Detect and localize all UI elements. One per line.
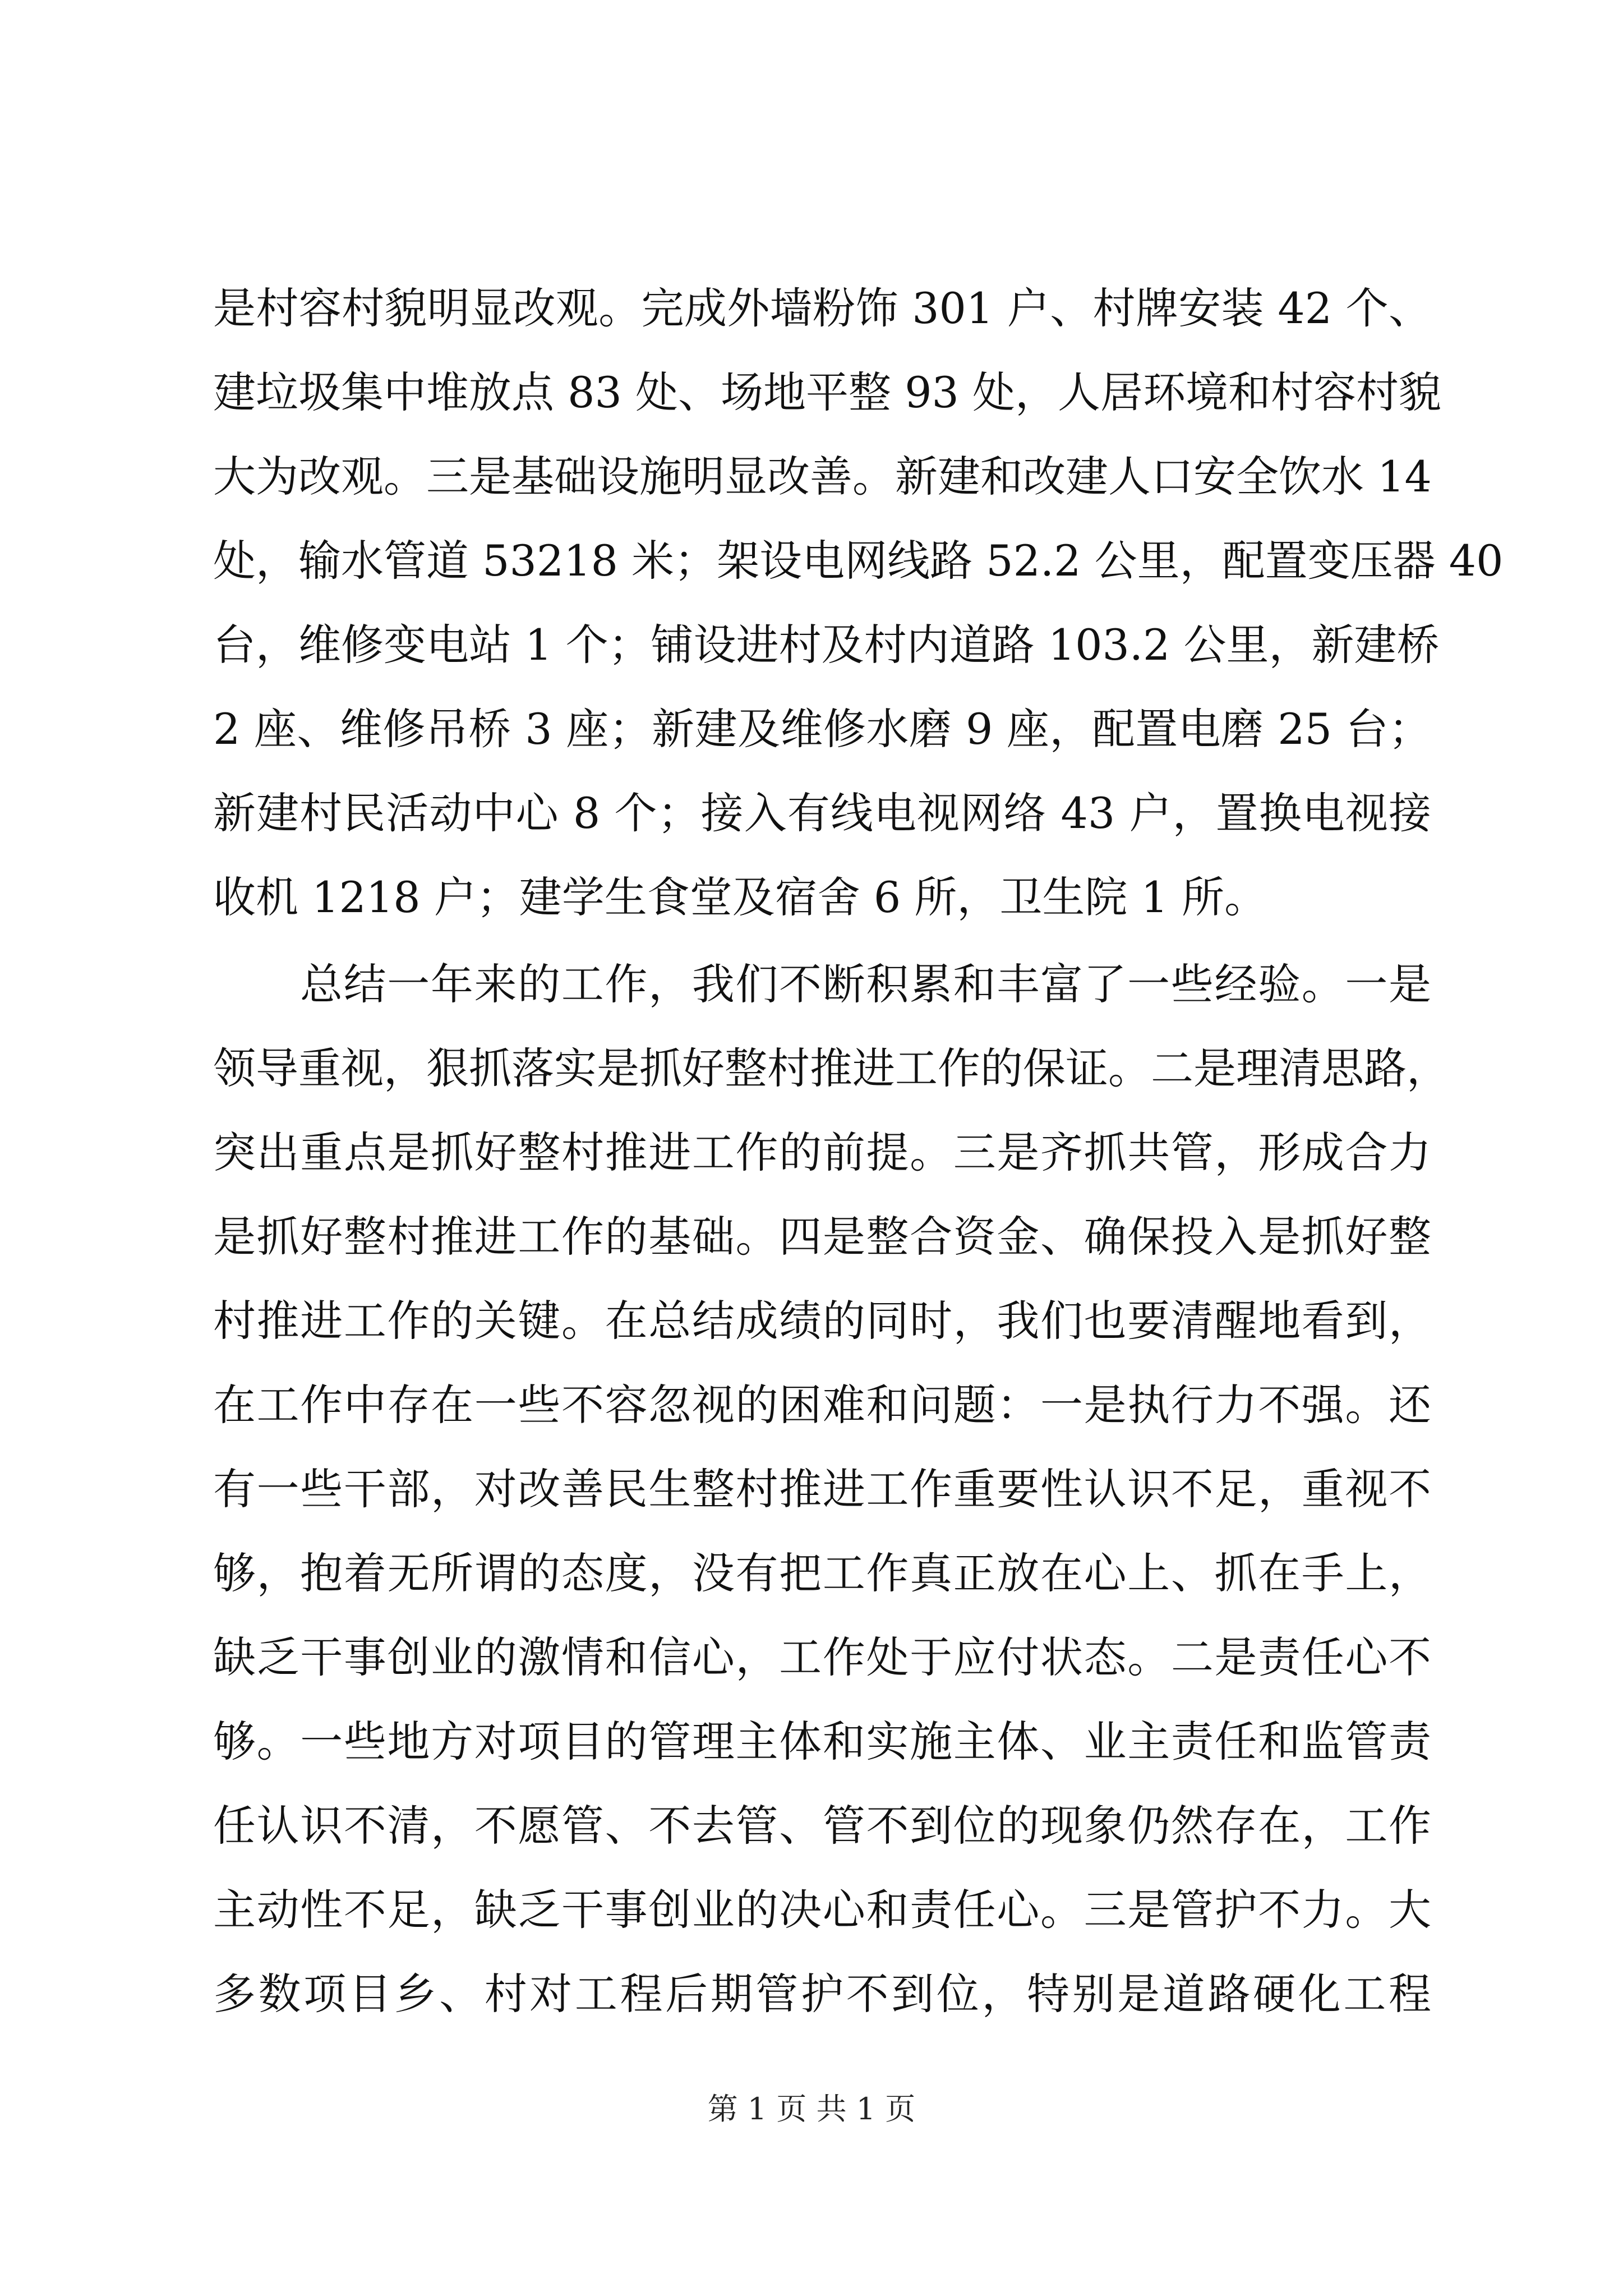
text-line: 2 座、维修吊桥 3 座；新建及维修水磨 9 座，配置电磨 25 台； bbox=[213, 704, 1431, 754]
text-line: 收机 1218 户；建学生食堂及宿舍 6 所，卫生院 1 所。 bbox=[213, 872, 1267, 922]
text-line: 领导重视，狠抓落实是抓好整村推进工作的保证。二是理清思路， bbox=[213, 1043, 1449, 1093]
text-line: 缺乏干事创业的激情和信心，工作处于应付状态。二是责任心不 bbox=[213, 1632, 1431, 1682]
page-footer: 第 1 页 共 1 页 bbox=[707, 2091, 916, 2127]
text-line: 多数项目乡、村对工程后期管护不到位，特别是道路硬化工程 bbox=[213, 1969, 1431, 2019]
text-line: 新建村民活动中心 8 个；接入有线电视网络 43 户，置换电视接 bbox=[213, 788, 1431, 838]
text-line: 处，输水管道 53218 米；架设电网线路 52.2 公里，配置变压器 40 bbox=[213, 536, 1504, 586]
text-line: 村推进工作的关键。在总结成绩的同时，我们也要清醒地看到， bbox=[213, 1296, 1431, 1346]
text-line: 主动性不足，缺乏干事创业的决心和责任心。三是管护不力。大 bbox=[213, 1885, 1431, 1935]
text-line: 台，维修变电站 1 个；铺设进村及村内道路 103.2 公里，新建桥 bbox=[213, 620, 1440, 670]
text-line: 在工作中存在一些不容忽视的困难和问题：一是执行力不强。还 bbox=[213, 1380, 1431, 1430]
text-line: 突出重点是抓好整村推进工作的前提。三是齐抓共管，形成合力 bbox=[213, 1128, 1431, 1177]
paragraph-first-line: 总结一年来的工作，我们不断积累和丰富了一些经验。一是 bbox=[300, 959, 1431, 1009]
text-line: 是村容村貌明显改观。完成外墙粉饰 301 户、村牌安装 42 个、 bbox=[213, 283, 1431, 333]
text-line: 大为改观。三是基础设施明显改善。新建和改建人口安全饮水 14 bbox=[213, 452, 1432, 501]
text-line: 建垃圾集中堆放点 83 处、场地平整 93 处，人居环境和村容村貌 bbox=[213, 367, 1442, 417]
text-line: 任认识不清，不愿管、不去管、管不到位的现象仍然存在，工作 bbox=[213, 1801, 1431, 1851]
text-line: 有一些干部，对改善民生整村推进工作重要性认识不足，重视不 bbox=[213, 1464, 1431, 1514]
text-line: 够，抱着无所谓的态度，没有把工作真正放在心上、抓在手上， bbox=[213, 1548, 1431, 1598]
text-line: 是抓好整村推进工作的基础。四是整合资金、确保投入是抓好整 bbox=[213, 1212, 1431, 1262]
text-line: 够。一些地方对项目的管理主体和实施主体、业主责任和监管责 bbox=[213, 1717, 1431, 1766]
